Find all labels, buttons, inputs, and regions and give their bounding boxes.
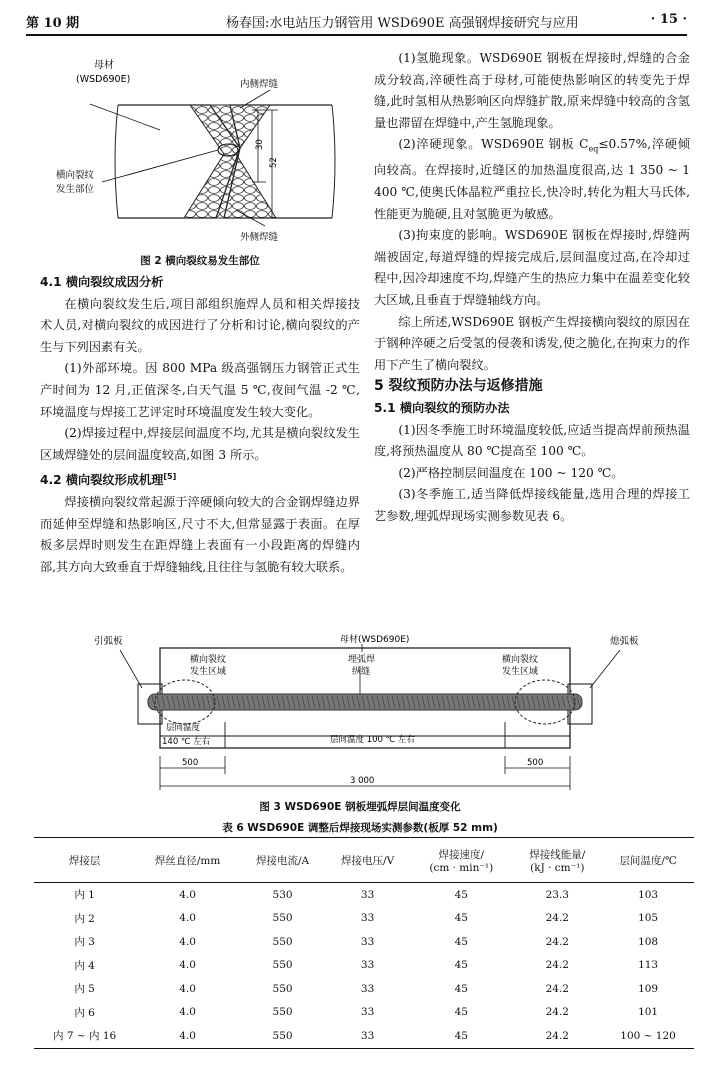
table-cell: 23.3 [545, 888, 569, 901]
fig3-label-crack-right-1: 横向裂纹 [502, 655, 539, 665]
fig3-label-base: 母材(WSD690E) [340, 635, 410, 645]
table-cell: 内 2 [74, 912, 95, 925]
fig3-label-interpass-2: 140 ℃ 左右 [162, 737, 211, 747]
weld-beads [184, 105, 276, 218]
table-cell: 24.2 [512, 1024, 602, 1048]
table-cell: 33 [360, 1006, 375, 1019]
col-header-voltage: 焊接电压/V [325, 838, 410, 883]
table-cell: 45 [454, 1006, 468, 1019]
right-paragraph-6: (2)严格控制层间温度在 100 ~ 120 ℃。 [398, 465, 624, 480]
table-row [34, 930, 694, 954]
left-paragraph-1: 在横向裂纹发生后,项目部组织施焊人员和相关焊接技术人员,对横向裂纹的成因进行了分析和讨论,横向裂纹的产生与下列因素有关。 [40, 296, 360, 354]
table-row [34, 977, 694, 1001]
right-paragraph-5: (1)因冬季施工时环境温度较低,应适当提高焊前预热温度,将预热温度从 80 ℃提高至 100 ℃。 [374, 422, 690, 459]
figure-3-interpass-temperature [90, 630, 650, 795]
right-paragraph-4: 综上所述,WSD690E 钢板产生焊接横向裂纹的原因在于钢种淬硬之后受氢的侵袭和诱发,使之脆化,在拘束力的作用下产生了横向裂纹。 [374, 314, 690, 372]
table-cell: 4.0 [179, 888, 196, 901]
table-cell: 4.0 [179, 982, 196, 995]
fig3-label-interpass-1: 层间温度 [166, 723, 201, 733]
table-cell: 550 [272, 982, 293, 995]
fig3-label-end-tab: 熄弧板 [610, 636, 639, 647]
table-cell: 45 [454, 935, 468, 948]
fig3-dim-left: 500 [182, 758, 199, 768]
left-column [40, 272, 360, 578]
section-4-2-ref: [5] [163, 472, 177, 482]
figure-2-weld-cross-section [40, 50, 360, 250]
fig2-label-base: 母材 [94, 60, 114, 71]
fig2-label-inner-weld: 内侧焊缝 [240, 79, 279, 90]
table-cell: 45 [454, 982, 468, 995]
table-cell: 内 5 [74, 983, 95, 996]
running-title: 杨春国:水电站压力钢管用 WSD690E 高强钢焊接研究与应用 [226, 16, 579, 31]
table-cell: 24.2 [545, 982, 569, 995]
section-4-1-title: 4.1 横向裂纹成因分析 [40, 275, 164, 289]
col-header-speed: 焊接速度/ (cm · min⁻¹) [410, 838, 512, 883]
table-cell: 108 [638, 935, 659, 948]
table-row [34, 907, 694, 931]
fig3-dim-right: 500 [527, 758, 544, 768]
right-paragraph-1: (1)氢脆现象。WSD690E 钢板在焊接时,焊缝的合金成分较高,淬硬性高于母材,可能使热影响区的转变先于焊缝,此时氢相从热影响区向焊缝扩散,原来焊缝中较高的含氢量也滞留在焊缝中,产生氢脆现象。 [374, 51, 690, 130]
fig3-label-start-tab: 引弧板 [94, 636, 123, 647]
table-cell: 550 [272, 1006, 293, 1019]
figure-2-caption: 图 2 横向裂纹易发生部位 [140, 255, 260, 267]
table-cell: 109 [638, 982, 659, 995]
table-cell: 33 [360, 912, 375, 925]
table-cell: 4.0 [179, 912, 196, 925]
table-6-caption: 表 6 WSD690E 调整后焊接现场实测参数(板厚 52 mm) [222, 822, 498, 834]
running-header [26, 8, 687, 36]
fig2-dim-52: 52 [269, 157, 279, 168]
fig3-dim-total: 3 000 [350, 776, 375, 786]
fig2-label-crack-1: 横向裂纹 [56, 170, 95, 181]
table-cell: 550 [272, 959, 293, 972]
table-cell: 105 [638, 912, 659, 925]
right-paragraph-3: (3)拘束度的影响。WSD690E 钢板在焊接时,焊缝两端被固定,每道焊缝的焊接完成后,层间温度过高,在冷却过程中,因冷却速度不均,焊缝产生的热应力集中在温差变化较大区域,且垂直于焊缝轴线方向。 [374, 228, 690, 307]
table-cell: 103 [638, 888, 659, 901]
table-cell: 4.0 [179, 1006, 196, 1019]
table-row [34, 1024, 694, 1048]
table-cell: 内 4 [74, 959, 95, 972]
table-cell: 101 [638, 1006, 659, 1019]
table-cell: 33 [325, 1024, 410, 1048]
table-cell: 4.0 [179, 959, 196, 972]
table-cell: 550 [272, 912, 293, 925]
table-cell: 45 [410, 1024, 512, 1048]
table-cell: 530 [272, 888, 293, 901]
right-column [374, 48, 690, 528]
table-cell: 45 [454, 888, 468, 901]
fig3-label-crack-left-1: 横向裂纹 [190, 655, 227, 665]
fig2-label-crack-2: 发生部位 [56, 184, 95, 195]
left-paragraph-2: (1)外部环境。因 800 MPa 级高强钢压力钢管正式生产时间为 12 月,正值深冬,白天气温 5 ℃,夜间气温 -2 ℃,环境温度与焊接工艺评定时环境温度发生较大变化。 [40, 361, 360, 419]
fig2-dim-30: 30 [255, 139, 265, 150]
table-cell: 24.2 [545, 959, 569, 972]
table-cell: 4.0 [135, 1024, 240, 1048]
fig3-label-crack-right-2: 发生区域 [502, 667, 539, 677]
col-header-heat-input: 焊接线能量/ (kJ · cm⁻¹) [512, 838, 602, 883]
fig2-label-base-grade: (WSD690E) [76, 74, 131, 85]
table-cell: 内 7 ~ 内 16 [34, 1024, 135, 1048]
section-5-1-title: 5.1 横向裂纹的预防办法 [374, 400, 510, 415]
figure-3-caption: 图 3 WSD690E 钢板埋弧焊层间温度变化 [259, 801, 461, 813]
section-4-2-heading [40, 466, 360, 492]
table-row [34, 883, 694, 907]
table-cell: 24.2 [545, 912, 569, 925]
table-cell: 24.2 [545, 935, 569, 948]
right-paragraph-2-b: ≤0.57%,淬硬倾向较高。在焊接时,近缝区的加热温度很高,达 1 350 ~ 1 400 ℃,使奥氏体晶粒严重拉长,快冷时,转化为粗大马氏体,性能更为脆硬,且对氢脆更为敏感。 [374, 137, 690, 221]
section-4-2-title: 4.2 横向裂纹形成机理 [40, 473, 164, 488]
section-5-title: 5 裂纹预防办法与返修措施 [374, 378, 543, 395]
table-cell: 33 [360, 959, 375, 972]
fig3-label-interpass-mid: 层间温度 100 ℃ 左右 [330, 735, 415, 745]
col-header-interpass-temp: 层间温度/℃ [602, 838, 694, 883]
table-cell: 内 3 [74, 936, 95, 949]
fig2-label-outer-weld: 外侧焊缝 [240, 232, 279, 243]
fig3-label-weld-2: 纵缝 [352, 667, 371, 677]
left-paragraph-4: 焊接横向裂纹常起源于淬硬倾向较大的合金钢焊缝边界而延伸至焊缝和热影响区,尺寸不大,但常显露于表面。在厚板多层焊时则发生在距焊缝上表面有一小段距离的焊缝内部,其方向大致垂直于焊缝轴线,且往往与氢脆有较大联系。 [40, 495, 360, 574]
table-cell: 45 [454, 959, 468, 972]
table-6 [34, 837, 694, 1049]
ceq-subscript: eq [588, 144, 599, 154]
table-cell: 100 ~ 120 [602, 1024, 694, 1048]
table-cell: 内 6 [74, 1006, 95, 1019]
table-cell: 33 [360, 982, 375, 995]
issue-number: 第 10 期 [26, 16, 80, 31]
table-header-row [34, 838, 694, 883]
table-cell: 4.0 [179, 935, 196, 948]
page-number: · 15 · [650, 12, 687, 27]
col-header-layer: 焊接层 [34, 838, 135, 883]
col-header-wire-diameter: 焊丝直径/mm [135, 838, 240, 883]
table-cell: 550 [240, 1024, 325, 1048]
col-header-current: 焊接电流/A [240, 838, 325, 883]
left-paragraph-3: (2)焊接过程中,焊接层间温度不均,尤其是横向裂纹发生区域焊缝处的层间温度较高,如图 3 所示。 [40, 426, 360, 462]
table-cell: 113 [638, 959, 659, 972]
fig3-label-weld-1: 埋弧焊 [348, 655, 376, 665]
table-row [34, 1001, 694, 1025]
table-cell: 45 [454, 912, 468, 925]
right-paragraph-2-a: (2)淬硬现象。WSD690E 钢板 C [398, 137, 589, 152]
table-cell: 550 [272, 935, 293, 948]
table-row [34, 954, 694, 978]
right-paragraph-7: (3)冬季施工,适当降低焊接线能量,选用合理的焊接工艺参数,埋弧焊现场实测参数见表 6。 [374, 487, 690, 523]
table-cell: 33 [360, 888, 375, 901]
fig3-label-crack-left-2: 发生区域 [190, 667, 227, 677]
table-cell: 24.2 [545, 1006, 569, 1019]
right-paragraph-2 [374, 134, 690, 225]
table-cell: 内 1 [74, 889, 95, 902]
table-cell: 33 [360, 935, 375, 948]
